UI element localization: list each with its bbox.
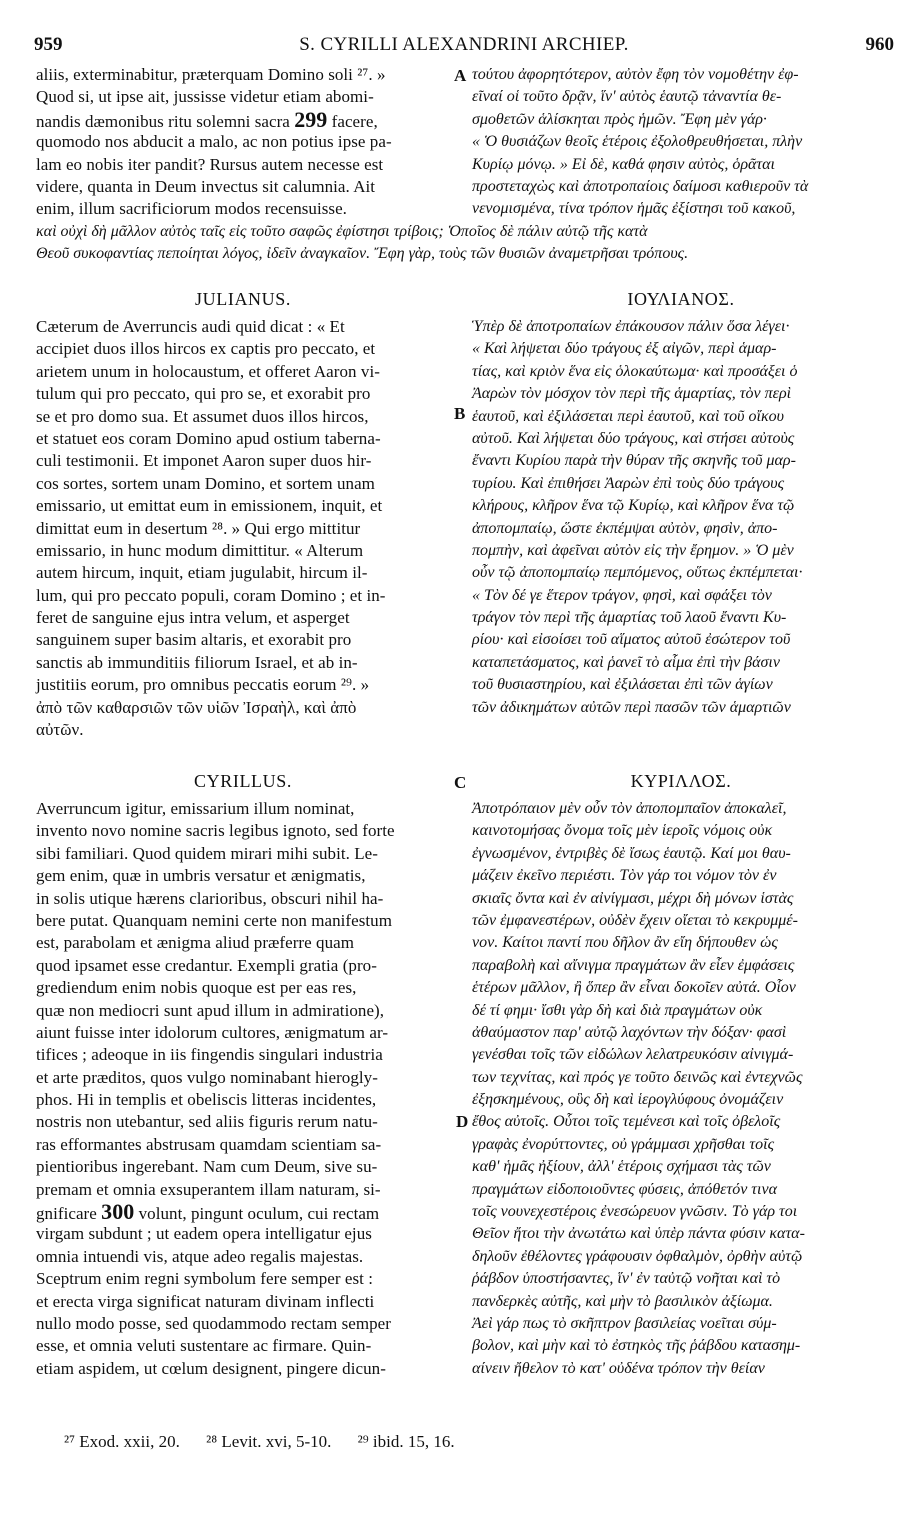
text-line: Κυρίῳ μόνῳ. » Εἰ δὲ, καθά φησιν αὐτὸς, ὁρᾶται [472,155,775,173]
original-page-number: 299 [294,106,328,132]
text-line: γραφὰς ἐνορύττοντες, οὐ γράμμασι χρῆσθαι τοῖς [472,1135,775,1153]
text-line: invento novo nomine sacris legibus ignoto, sed forte [36,821,395,841]
text-line: ras efformantes abstrusam quamdam scientiam sa- [36,1134,382,1154]
text-line: sibi familiari. Quod quidem mirari mihi subit. Le- [36,843,378,863]
text-line: ἔναντι Κυρίου παρὰ τὴν θύραν τῆς σκηνῆς τοῦ μαρ- [472,452,796,470]
text-line: κλήρους, κλῆρον ἕνα τῷ Κυρίῳ, καὶ κλῆρον ἕνα τῷ [472,497,795,515]
text-line: « Τὸν δέ γε ἕτερον τράγον, φησὶ, καὶ σφάξει τὸν [472,586,772,604]
text-line: Sceptrum enim regni symbolum fere semper est : [36,1269,374,1289]
text-line: omnia intuendi vis, atque adeo regalis majestas. [36,1246,364,1266]
text-line: τῶν ἐμφανεστέρων, οὐδὲν ἔχειν οἴεται τὸ κεκρυμμέ- [472,911,798,929]
text-line: grediendum enim nobis quoque est per eas res, [36,978,357,998]
text-line: cos sortes, sortem unam Domino, et sortem unam [36,473,375,493]
text-line: quod ipsamet esse credantur. Exempli gratia (pro- [36,955,377,975]
text-line: αὐτῶν. [36,720,84,740]
text-line: Averruncum igitur, emissarium illum nominat, [36,799,355,818]
text-line: nandis dæmonibus ritu solemni sacra 299 facere, [36,106,378,132]
text-line: quomodo nos abducit a malo, ac non potius ipse pa- [36,132,392,152]
text-line: τίας, καὶ κριὸν ἕνα εἰς ὁλοκαύτωμα· καὶ προσάξει ὁ [472,362,798,380]
text-line: premam et omnia exsuperantem illam naturam, si- [36,1179,381,1199]
text-line: accipiet duos illos hircos ex captis pro peccato, et [36,339,376,359]
right-column-number: 960 [865,34,894,55]
text-line: est, parabolam et ænigma aliud præferre quam [36,933,355,953]
text-line: autem hircum, inquit, etiam jugulabit, hircum il- [36,563,368,583]
text-line: dimittat eum in desertum ²⁸. » Qui ergo mittitur [36,518,361,538]
text-line: παραβολὴ καὶ αἴνιγμα πραγμάτων ἂν εἶεν ἐμφάσεις [472,956,795,974]
text-line: καταπετάσματος, καὶ ῥανεῖ τὸ αἷμα ἐπὶ τὴν βάσιν [472,653,780,671]
text-line: σκιαῖς ὄντα καὶ ἐν αἰνίγμασι, μέχρι δὴ μόνων ἱστὰς [472,889,794,907]
text-line: σμοθετῶν ἁλίσκηται πρὸς ἡμῶν. Ἔφη μὲν γάρ· [472,110,767,128]
block1-full-width [36,221,890,266]
julianus-latin [36,316,450,741]
text-line: videre, quanta in Deum invectus sit calumnia. Ait [36,176,376,196]
text-line: αίνειν ἤθελον τὸ κατ' οὐδένα τρόπον τὴν θείαν [472,1359,765,1377]
text-line: των τεχνίτας, καὶ πρός γε τοῦτο δεινῶς καὶ ἐντεχνῶς [472,1068,803,1086]
text-line: aiunt fuisse inter idolorum cultores, ænigmatum ar- [36,1022,389,1042]
text-line: καὶ οὐχὶ δὴ μᾶλλον αὐτὸς ταῖς εἰς τοῦτο σαφῶς ἐφίστησι τρίβοις; Ὁποῖος δὲ πάλιν αὐτῷ τῆς κατὰ [36,223,648,240]
text-line: μάζειν ἐκεῖνο περιέστι. Τὸν γάρ τοι νόμον τὸν ἐν [472,867,777,885]
text-line: quæ non mediocri sunt apud illum in admiratione), [36,1000,385,1020]
cyrillus-greek [472,798,890,1380]
section-title-kyrillos: ΚΥΡΙΛΛΟΣ. [630,771,732,791]
text-line: ἑτέρων μᾶλλον, ἢ ὅπερ ἂν εἶναι δοκοῖεν αὐτά. Οἷον [472,979,796,997]
text-line: lum, qui pro peccato populi, coram Domino ; et in- [36,585,386,605]
text-line: et arte præditos, quos vulgo nominabant hierogly- [36,1067,378,1087]
text-line: bere putat. Quanquam nemini certe non manifestum [36,910,392,930]
text-line: gnificare 300 volunt, pingunt oculum, cui rectam [36,1199,380,1225]
text-line: ρίου· καὶ εἰσοίσει τοῦ αἵματος αὐτοῦ ἐσώτερον τοῦ [472,631,791,649]
text-line: ἀθαύμαστον παρ' αὐτῷ λαχόντων τὴν δόξαν· φασὶ [472,1023,787,1041]
text-line: et erecta virga significat naturam divinam inflecti [36,1291,375,1311]
text-line: τράγον τὸν περὶ τῆς ἁμαρτίας τοῦ λαοῦ ἔναντι Κυ- [472,609,787,627]
text-line: culi testimonii. Et imponet Aaron super duos hir- [36,451,372,471]
text-line: ἐγνωσμένον, ἐντριβὲς δὲ ἴσως ἑαυτῷ. Καί μοι θαυ- [472,844,791,862]
cyrillus-latin [36,798,450,1380]
text-line: gem enim, quæ in umbris versatur et ænigmatis, [36,866,366,886]
text-line: se et pro domo sua. Et assumet duos illos hircos, [36,406,369,426]
text-line: πραγμάτων εἰδοποιοῦντες φύσεις, ἀπόθετόν τινα [472,1180,777,1198]
text-line: nostris non utebantur, sed aliis figuris rerum natu- [36,1112,378,1132]
text-line: δέ τί φημι· ἴσθι γὰρ δὴ καὶ διὰ πραγμάτων οὐκ [472,1001,763,1019]
text-line: pientioribus ingerebant. Nam cum Deum, sive su- [36,1157,378,1177]
block1-latin [36,64,450,221]
text-line: πανδερκὲς αὐτῆς, καὶ μὴν τὸ βασιλικὸν ἀξίωμα. [472,1292,773,1310]
text-line: νενομισμένα, τίνα τρόπον ἡμᾶς ἐξίστησι τοῦ κακοῦ, [472,200,796,218]
text-line: « Ὁ θυσιάζων θεοῖς ἑτέροις ἐξολοθρευθήσεται, πλὴν [472,133,803,151]
text-line: Ἀποτρόπαιον μὲν οὖν τὸν ἀποπομπαῖον ἀποκαλεῖ, [472,800,787,817]
text-line: γενέσθαι τοῖς τῶν εἰδώλων λελατρευκόσιν αἰνιγμά- [472,1046,794,1064]
text-line: βολον, καὶ μὴν καὶ τὸ ἐστηκὸς τῆς ῥάβδου κατασημ- [472,1337,801,1355]
text-line: etiam aspidem, ut cœlum designent, pingere dicun- [36,1358,386,1378]
text-line: tulum qui pro peccato, qui pro se, et exorabit pro [36,384,371,404]
text-line: Quod si, ut ipse ait, jussisse videtur etiam abomi- [36,87,374,107]
text-line: τούτου ἀφορητότερον, αὐτὸν ἔφη τὸν νομοθέτην ἐφ- [472,66,799,83]
text-line: τοῖς νουνεχεστέροις ἐνεσώρευον γνῶσιν. Τὸ γάρ τοι [472,1203,798,1221]
text-line: αὐτοῦ. Καὶ λήψεται δύο τράγους, καὶ στήσει αὐτοὺς [472,429,795,447]
text-line: virgam subdunt ; ut eadem opera intelligatur ejus [36,1224,372,1244]
text-line: ἀποπομπαίῳ, ὥστε ἐκπέμψαι αὐτὸν, φησὶν, ἀπο- [472,519,778,537]
margin-marker-b: B [454,404,466,423]
text-line: aliis, exterminabitur, præterquam Domino soli ²⁷. » [36,65,386,84]
text-line: lam eo nobis iter pandit? Rursus autem necesse est [36,154,384,174]
text-line: προστεταχὼς καὶ ἀποτροπαίοις δαίμοσι καθιεροῦν τὰ [472,177,809,195]
margin-marker-d: D [456,1112,469,1131]
margin-marker-c: C [454,773,467,792]
text-line: πομπὴν, καὶ ἀφεῖναι αὐτὸν εἰς τὴν ἔρημον. » Ὁ μὲν [472,541,794,559]
text-line: ἑαυτοῦ, καὶ ἐξιλάσεται περὶ ἑαυτοῦ, καὶ τοῦ οἴκου [472,407,784,425]
text-line: τῶν ἀδικημάτων αὐτῶν περὶ πασῶν τῶν ἁμαρτιῶν [472,698,791,716]
footnote-28: ²⁸ Levit. xvi, 5-10. [206,1432,332,1451]
text-line: Θεοῦ συκοφαντίας πεποίηται λόγος, ἰδεῖν ἀναγκαῖον. Ἔφη γὰρ, τοὺς τῶν θυσιῶν ἀναμετρῆσαι τρόπους. [36,245,689,263]
text-line: οὖν τῷ ἀποπομπαίῳ πεμπόμενος, οὕτως ἐκπέμπεται· [472,564,803,582]
section-title-julianus: JULIANUS. [195,289,291,309]
left-column-number: 959 [34,34,63,55]
text-line: Ἀεὶ γάρ πως τὸ σκῆπτρον βασιλείας νοεῖται σύμ- [472,1314,777,1332]
text-line: εῖναί οἱ τοῦτο δρᾷν, ἵν' αὐτὸς ἑαυτῷ τἀναντία θε- [472,88,782,106]
text-line: καινοτομήσας ὄνομα τοῖς μὲν ἱεροῖς νόμοις οὐκ [472,822,773,840]
julianus-greek [472,316,890,719]
section-title-ioulianos: ΙΟΥΛΙΑΝΟΣ. [627,289,735,309]
text-line: « Καὶ λήψεται δύο τράγους ἐξ αἰγῶν, περὶ ἁμαρ- [472,340,777,358]
text-line: νον. Καίτοι παντί που δῆλον ἂν εἴη δήπουθεν ὡς [472,934,778,952]
text-line: καθ' ἡμᾶς ἠξίουν, ἀλλ' ἑτέροις σχήμασι τὰς τῶν [472,1158,771,1176]
text-line: ἐξησκημένους, οὓς δὴ καὶ ἱερογλύφους ὀνομάζειν [472,1091,784,1109]
text-line: Ἀαρὼν τὸν μόσχον τὸν περὶ τῆς ἁμαρτίας, τὸν περὶ [472,385,792,403]
text-line: nullo modo posse, sed quodammodo rectam semper [36,1313,391,1333]
text-line: τοῦ θυσιαστηρίου, καὶ ἐξιλάσεται ἐπὶ τῶν ἁγίων [472,676,773,694]
block1-greek [472,64,890,221]
text-line: emissario, in hunc modum dimittitur. « Alterum [36,540,364,560]
text-line: ῥάβδον ὑποστήσαντες, ἵν' ἐν ταὐτῷ νοῆται καὶ τὸ [472,1270,781,1288]
text-line: Θεῖον ἤτοι τὴν ἀνωτάτω καὶ ὑπὲρ πάντα φύσιν κατα- [472,1225,805,1243]
text-line: feret de sanguine ejus intra velum, et asperget [36,608,350,628]
footnote-27: ²⁷ Exod. xxii, 20. [64,1432,180,1451]
text-line: enim, illum sacrificiorum modos recensuisse. [36,199,347,219]
running-title: S. CYRILLI ALEXANDRINI ARCHIEP. [299,34,629,55]
text-line: ἀπὸ τῶν καθαρσιῶν τῶν υἱῶν Ἰσραὴλ, καὶ ἀπὸ [36,697,357,717]
text-line: phos. Hi in templis et obeliscis litteras incidentes, [36,1090,377,1110]
text-line: Cæterum de Averruncis audi quid dicat : « Et [36,317,345,336]
margin-marker-a: A [454,66,467,85]
original-page-number: 300 [101,1199,135,1225]
text-line: τυρίου. Καὶ ἐπιθήσει Ἀαρὼν ἐπὶ τοὺς δύο τράγους [472,474,785,492]
text-line: in solis utique hærens clarioribus, obscuri nihil ha- [36,888,384,908]
text-line: Ὑπὲρ δὲ ἀποτροπαίων ἐπάκουσον πάλιν ὅσα λέγει· [472,318,790,335]
text-line: emissario, ut emittat eum in emissionem, inquit, et [36,496,383,516]
text-line: justitiis eorum, pro omnibus peccatis eorum ²⁹. » [36,675,370,695]
text-line: arietem unum in holocaustum, et offeret Aaron vi- [36,361,380,381]
text-line: tifices ; adeoque in iis fingendis singulari industria [36,1045,383,1065]
text-line: sanguinem super basim altaris, et exorabit pro [36,630,352,650]
text-line: sanctis ab immunditiis filiorum Israel, et ab in- [36,652,358,672]
text-line: et statuet eos coram Domino apud ostium taberna- [36,428,381,448]
text-line: esse, et omnia veluti sustentare ac firmare. Quin- [36,1336,372,1356]
text-line: δηλοῦν ἐθέλοντες γράφουσιν ὀφθαλμὸν, ὀρθὴν αὐτῷ [472,1247,803,1265]
footnote-29: ²⁹ ibid. 15, 16. [357,1432,455,1451]
running-header [34,34,894,60]
footnotes [64,1432,477,1452]
section-title-cyrillus: CYRILLUS. [194,771,292,791]
text-line: ἔθος αὐτοῖς. Οὗτοι τοῖς τεμένεσι καὶ τοῖς ὀβελοῖς [472,1113,781,1131]
